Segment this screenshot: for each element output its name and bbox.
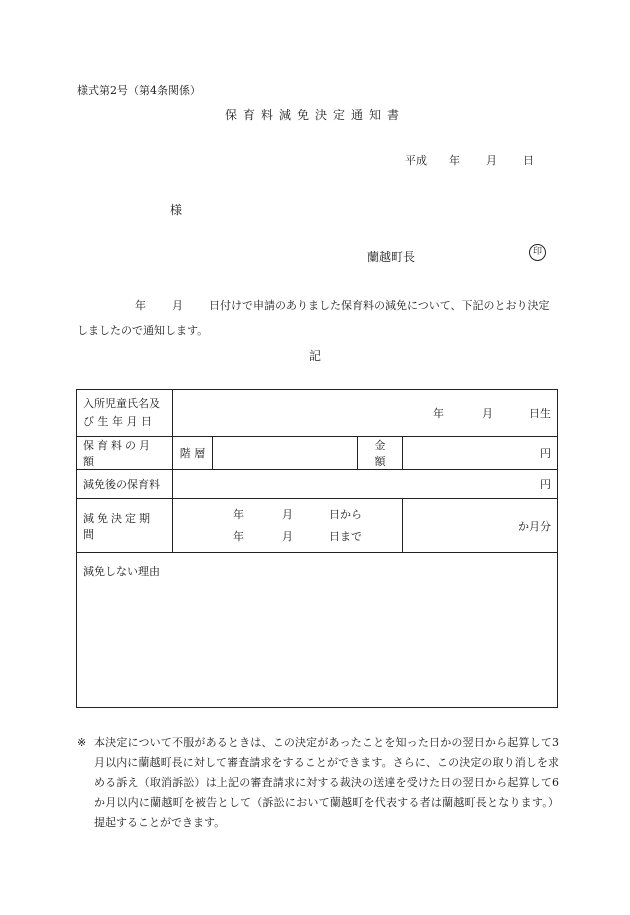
- addressee-suffix: 様: [170, 203, 183, 217]
- table-row-reduced-fee: [77, 470, 558, 499]
- issue-date: [405, 152, 534, 168]
- period-to-day: 日まで: [329, 529, 362, 543]
- child-birthdate-cell[interactable]: [173, 390, 558, 437]
- table-row-period: [77, 499, 558, 553]
- body-text: 日付けで申請のありました保育料の減免について、下記のとおり決定しましたので通知します。: [77, 299, 550, 337]
- fee-amount-cell[interactable]: 円: [403, 437, 558, 470]
- note-mark: ※: [77, 736, 87, 749]
- table-row-fee: [77, 437, 558, 470]
- birth-month: 月: [482, 407, 493, 420]
- decision-table: [76, 389, 558, 708]
- table-row-reason: [77, 553, 558, 708]
- period-from-month: 月: [282, 507, 293, 521]
- date-era: 平成: [405, 154, 427, 167]
- kingaku-label: 金 額: [358, 437, 403, 470]
- fee-label: 保育料の月額: [77, 437, 173, 470]
- note-text: 本決定について不服があるときは、この決定があったことを知った日かの翌日から起算して3月以内に蘭越町長に対して審査請求をすることができます。さらに、この決定の取り消しを求める訴え（取消訴訟）は上記の審査請求に対する裁決の送達を受けた日の翌日から起算して6か月以内に蘭越町を被告として（訴訟において蘭越町を代表する者は蘭越町長となります。）提起することができます。: [94, 736, 559, 829]
- period-from-day: 日から: [329, 507, 362, 521]
- date-month: 月: [486, 154, 497, 167]
- issuer-name: 蘭越町長: [367, 250, 416, 264]
- reason-cell[interactable]: [77, 553, 558, 708]
- period-to-month: 月: [282, 529, 293, 543]
- reduced-fee-amount-cell[interactable]: 円: [173, 470, 558, 499]
- period-label: 減免決定期間: [77, 499, 173, 553]
- birth-year: 年: [433, 407, 444, 420]
- kaiso-label: 階 層: [173, 437, 213, 470]
- date-year: 年: [449, 154, 460, 167]
- child-label: [77, 390, 173, 437]
- period-range-cell[interactable]: [173, 499, 403, 553]
- reason-label: 減免しない理由: [83, 565, 160, 578]
- seal-mark: 印: [529, 244, 546, 261]
- body-year: 年: [135, 299, 146, 312]
- child-label-line2: び 生 年 月 日: [83, 415, 152, 428]
- period-to-year: 年: [233, 529, 244, 543]
- child-label-line1: 入所児童氏名及: [83, 397, 160, 410]
- table-row-child: [77, 390, 558, 437]
- period-from-year: 年: [233, 507, 244, 521]
- period-months-cell[interactable]: か月分: [403, 499, 558, 553]
- body-month: 月: [172, 299, 183, 312]
- appeal-notice: [77, 733, 559, 833]
- date-day: 日: [523, 154, 534, 167]
- ki-heading: 記: [308, 349, 321, 363]
- form-number: 様式第2号（第4条関係）: [77, 84, 201, 97]
- birth-day: 日生: [529, 407, 551, 420]
- body-paragraph: [77, 293, 557, 343]
- document-title: 保育料減免決定通知書: [224, 108, 405, 122]
- kaiso-value-cell[interactable]: [213, 437, 358, 470]
- reduced-fee-label: 減免後の保育料: [77, 470, 173, 499]
